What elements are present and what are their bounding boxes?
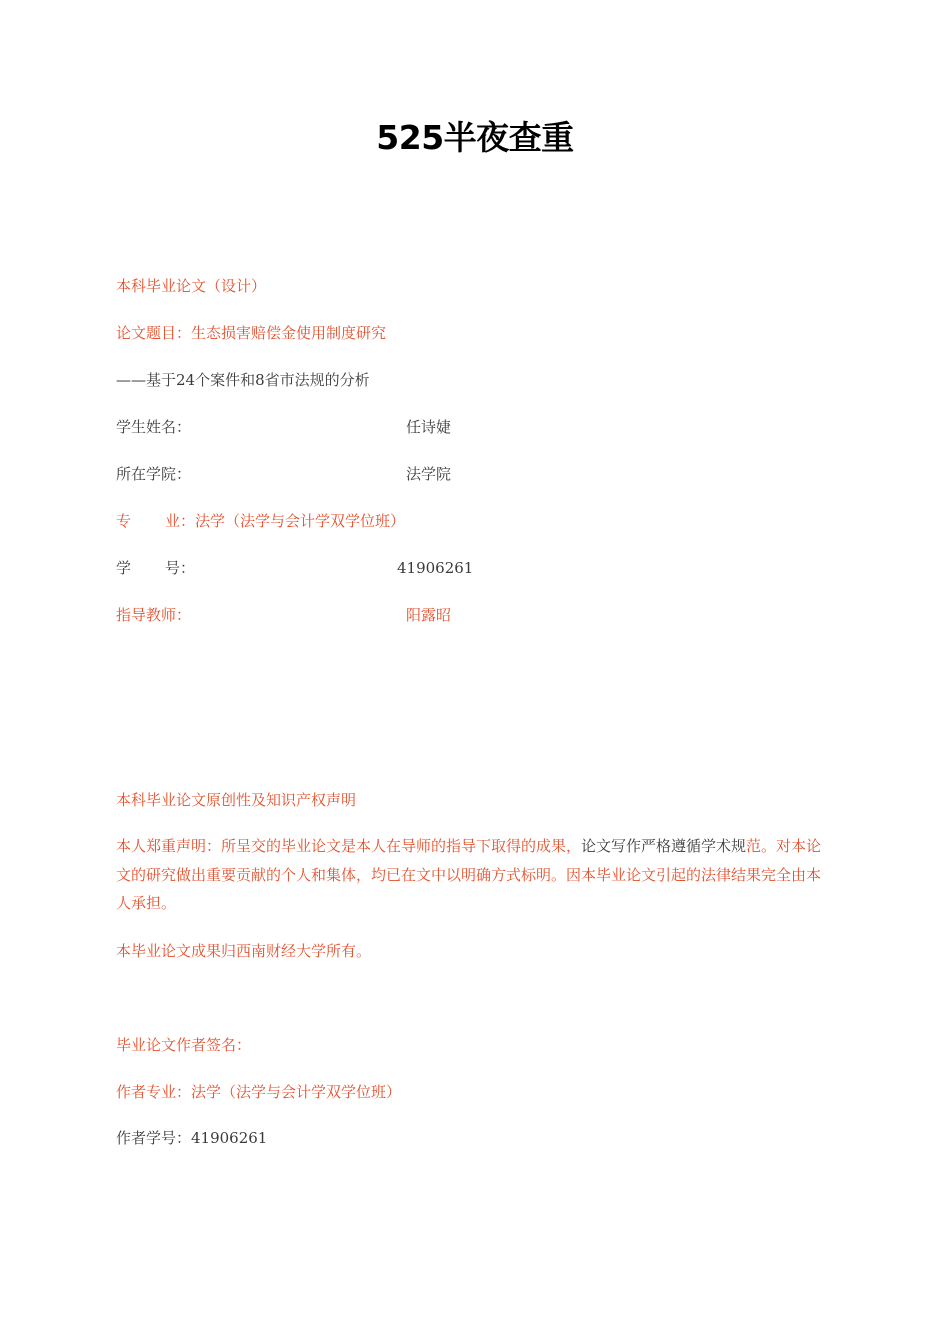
- declaration-heading: 本科毕业论文原创性及知识产权声明: [116, 791, 357, 809]
- ownership-statement: 本毕业论文成果归西南财经大学所有。: [116, 942, 372, 960]
- major-row: [116, 511, 405, 531]
- thesis-subtitle: ——基于24个案件和8省市法规的分析: [116, 371, 370, 389]
- author-signature-label: 毕业论文作者签名：: [116, 1036, 252, 1054]
- college-value: 法学院: [406, 465, 452, 483]
- student-id-row: [116, 558, 195, 578]
- author-major: 作者专业：法学（法学与会计学双学位班）: [116, 1083, 402, 1101]
- thesis-type: 本科毕业论文（设计）: [116, 277, 267, 295]
- major-label-b: 业：: [165, 512, 196, 530]
- college-label: 所在学院：: [116, 465, 192, 483]
- student-id-label-b: 号：: [165, 559, 196, 577]
- major-value: 法学（法学与会计学双学位班）: [195, 512, 406, 530]
- declaration-para1-tail: 论文写作严格遵循学术规: [581, 837, 747, 855]
- declaration-paragraph: [116, 832, 828, 918]
- thesis-title: 论文题目：生态损害赔偿金使用制度研究: [116, 324, 387, 342]
- student-id-value: 41906261: [397, 559, 474, 577]
- author-id: 作者学号：41906261: [116, 1129, 268, 1147]
- student-name-value: 任诗婕: [406, 418, 452, 436]
- declaration-para1-rest: 范。对本论文的研究做出重要贡献的个人和集体，均已在文中以明确方式标明。因本毕业论文引起的法律结果完全由本人承担。: [116, 837, 822, 912]
- student-name-label: 学生姓名：: [116, 418, 192, 436]
- advisor-label: 指导教师：: [116, 606, 192, 624]
- declaration-para1-red: 本人郑重声明：所呈交的毕业论文是本人在导师的指导下取得的成果，: [116, 837, 582, 855]
- advisor-value: 阳露昭: [406, 606, 452, 624]
- page-title: 525半夜查重: [376, 118, 574, 157]
- major-label-a: 专: [116, 512, 132, 530]
- student-id-label-a: 学: [116, 559, 132, 577]
